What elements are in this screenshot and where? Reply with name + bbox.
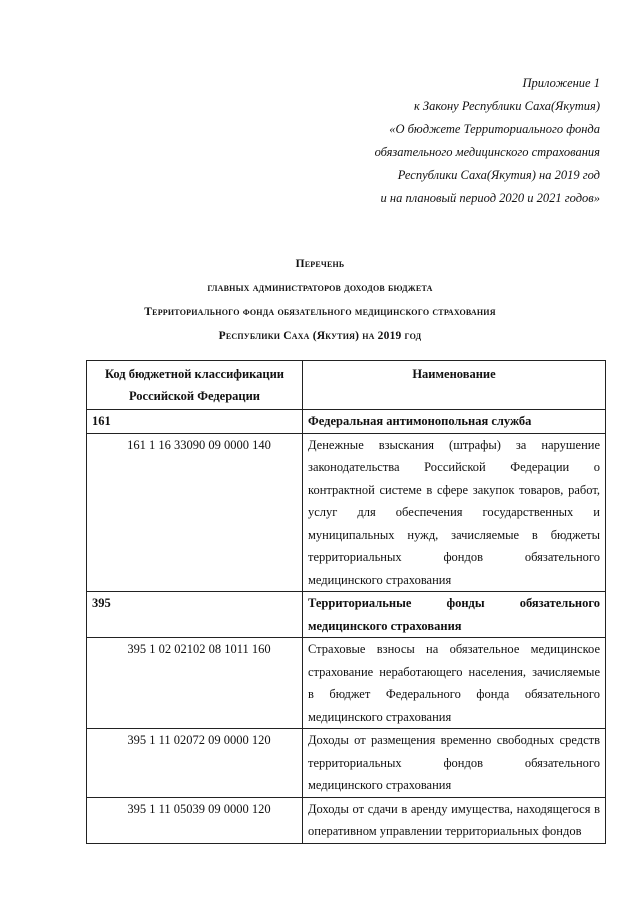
document-title [0, 252, 640, 348]
table-header-row [87, 361, 606, 410]
row-code: 161 1 16 33090 09 0000 140 [87, 433, 303, 592]
appendix-line: к Закону Республики Саха(Якутия) [413, 99, 600, 113]
row-name: Страховые взносы на обязательное медицинское страхование неработающего населения, зачисляемые в бюджет Федерального фонда обязательного медицинского страхования [303, 638, 606, 729]
row-code: 395 1 11 05039 09 0000 120 [87, 797, 303, 843]
title-line: главных администраторов доходов бюджета [207, 282, 433, 294]
row-name: Федеральная антимонопольная служба [303, 410, 606, 434]
row-code: 161 [87, 410, 303, 434]
table-row [87, 592, 606, 638]
title-line: Республики Саха (Якутия) на 2019 год [218, 330, 422, 342]
row-code: 395 [87, 592, 303, 638]
appendix-line: «О бюджете Территориального фонда [389, 122, 600, 136]
appendix-line: Приложение 1 [522, 76, 600, 90]
row-code: 395 1 11 02072 09 0000 120 [87, 729, 303, 798]
revenue-administrators-table [86, 360, 606, 844]
header-name: Наименование [303, 361, 606, 410]
table-row [87, 433, 606, 592]
table-row [87, 410, 606, 434]
row-name: Доходы от сдачи в аренду имущества, находящегося в оперативном управлении территориальных фондов [303, 797, 606, 843]
appendix-line: Республики Саха(Якутия) на 2019 год [397, 168, 600, 182]
row-name: Доходы от размещения временно свободных средств территориальных фондов обязательного медицинского страхования [303, 729, 606, 798]
header-code: Код бюджетной классификации Российской Федерации [87, 361, 303, 410]
appendix-line: обязательного медицинского страхования [374, 145, 600, 159]
table-row [87, 729, 606, 798]
row-code: 395 1 02 02102 08 1011 160 [87, 638, 303, 729]
appendix-line: и на плановый период 2020 и 2021 годов» [380, 191, 600, 205]
row-name: Денежные взыскания (штрафы) за нарушение законодательства Российской Федерации о контрактной системе в сфере закупок товаров, работ, услуг для обеспечения государственных и муниципальных нужд, зачисляемые в бюджеты территориальных фондов обязательного медицинского страхования [303, 433, 606, 592]
title-line: Территориального фонда обязательного медицинского страхования [144, 306, 496, 318]
row-name: Территориальные фонды обязательного медицинского страхования [303, 592, 606, 638]
table-row [87, 638, 606, 729]
appendix-note [375, 72, 600, 210]
title-line: Перечень [295, 258, 345, 270]
table-row [87, 797, 606, 843]
